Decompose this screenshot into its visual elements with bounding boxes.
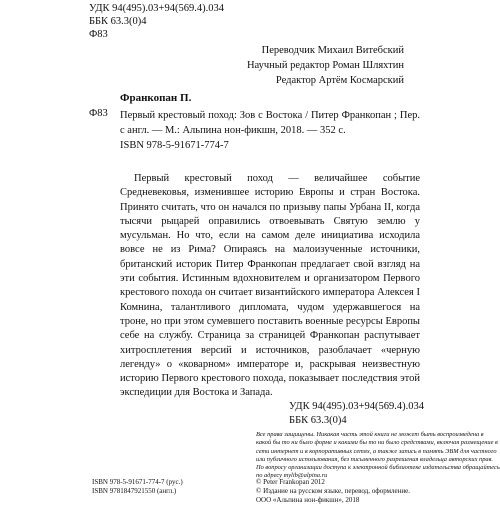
isbn-english: ISBN 9781847921550 (англ.): [92, 487, 177, 496]
rights-notice: Все права защищены. Никакая часть этой книги не может быть воспроизведена в какой бы то ни было форме и какими бы то ни было средствами, включая размещение в сети интернет и в корпоративных сетях, а также запись в память ЭВМ для частного или публичного использования, без письменного разрешения владельца авторских прав. По вопросу организации доступа к электронной библиотеке издательства обращайтесь по адресу mylib@alpina.ru: [256, 431, 500, 480]
copyright-block: [256, 478, 410, 506]
udk-code-right: УДК 94(495).03+94(569.4).034: [289, 401, 424, 412]
translator-credit: Переводчик Михаил Витебский: [261, 45, 404, 56]
cutter-code: Ф83: [89, 29, 108, 40]
cutter-code-left: Ф83: [89, 108, 108, 119]
credits-block: [247, 43, 404, 88]
author-heading: Франкопан П.: [120, 92, 192, 104]
bbk-code: ББК 63.3(0)4: [89, 16, 147, 27]
copyright-publisher: ООО «Альпина нон-фикшн», 2018: [256, 496, 360, 505]
udk-code: УДК 94(495).03+94(569.4).034: [89, 3, 224, 14]
bbk-code-right: ББК 63.3(0)4: [289, 415, 347, 426]
scientific-editor-credit: Научный редактор Роман Шляхтин: [246, 60, 404, 71]
classification-codes-right: [289, 400, 424, 428]
isbn-list: [92, 478, 183, 496]
annotation: [120, 172, 420, 401]
isbn-main: ISBN 978-5-91671-774-7: [120, 140, 229, 151]
copyright-original: © Peter Frankopan 2012: [256, 478, 325, 486]
editor-credit: Редактор Артём Космарский: [275, 75, 404, 86]
annotation-text: Первый крестовый поход — величайшее событие Средневековья, изменившее историю Европы и стран Востока. Принято считать, что он начался по призыву папы Урбана II, когда тысячи рыцарей оправились отвоевывать Святую землю у мусульман. Но что, если на самом деле инициатива исходила вовсе не из Рима? Опираясь на малоизученные источники, британский историк Питер Франкопан предлагает свой взгляд на эти события. Истинным вдохновителем и организатором Первого крестового похода он считает византийского императора Алексея I Комнина, талантливого дипломата, чудом удержавшегося на троне, но при этом сумевшего поставить военные ресурсы Европы себе на службу. Страница за страницей Франкопан распутывает хитросплетения версий и источников, разоблачает «черную легенду» о «коварном» императоре и, раскрывая неизвестную историю Первого крестового похода, показывает последствия этой экспедиции для Востока и Запада.: [120, 173, 420, 399]
bibliographic-description: Первый крестовый поход: Зов с Востока / Питер Франкопан ; Пер. с англ. — М.: Альпина нон-фикшн, 2018. — 352 с.: [120, 110, 420, 136]
isbn-russian: ISBN 978-5-91671-774-7 (рус.): [92, 478, 183, 486]
copyright-translation: © Издание на русском языке, перевод, оформление.: [256, 487, 411, 496]
top-classification-codes: [89, 2, 224, 41]
